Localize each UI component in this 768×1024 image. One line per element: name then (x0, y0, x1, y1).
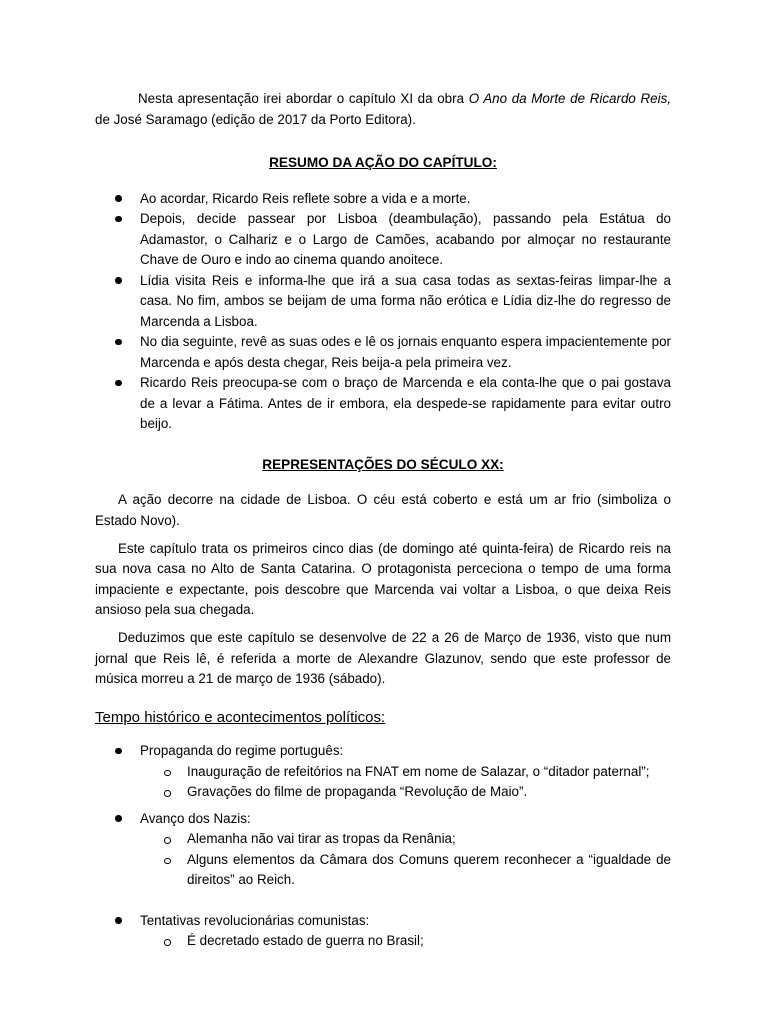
summary-item: Ricardo Reis preocupa-se com o braço de Marcenda e ela conta-lhe que o pai gostava de a levar a Fátima. Antes de ir embora, ela despede-se rapidamente para evitar outro beijo. (95, 373, 671, 435)
representations-heading: REPRESENTAÇÕES DO SÉCULO XX: (262, 456, 504, 472)
summary-item: Ao acordar, Ricardo Reis reflete sobre a vida e a morte. (95, 189, 671, 210)
historical-group (95, 911, 671, 952)
summary-item: No dia seguinte, revê as suas odes e lê os jornais enquanto espera impacientemente por Marcenda e após desta chegar, Reis beija-a pela primeira vez. (95, 332, 671, 373)
sub-item: É decretado estado de guerra no Brasil; (95, 931, 671, 952)
group-label: Tentativas revolucionárias comunistas: (140, 912, 370, 928)
representations-paragraph: A ação decorre na cidade de Lisboa. O céu está coberto e está um ar frio (simboliza o Estado Novo). (95, 492, 671, 528)
sub-item: Gravações do filme de propaganda “Revolução de Maio”. (95, 782, 671, 803)
intro-text-before: Nesta apresentação irei abordar o capítulo XI da obra (138, 91, 469, 106)
summary-item: Lídia visita Reis e informa-lhe que irá a sua casa todas as sextas-feiras limpar-lhe a casa. No fim, ambos se beijam de uma forma não erótica e Lídia diz-lhe do regresso de Marcenda a Lisboa. (95, 271, 671, 333)
summary-list (95, 189, 671, 435)
summary-item: Depois, decide passear por Lisboa (deambulação), passando pela Estátua do Adamastor, o Calhariz e o Largo de Camões, acabando por almoçar no restaurante Chave de Ouro e indo ao cinema quando anoitece. (95, 209, 671, 271)
historical-group (95, 809, 671, 891)
sub-item: Alemanha não vai tirar as tropas da Renânia; (95, 829, 671, 850)
group-sublist (140, 829, 671, 891)
book-title: O Ano da Morte de Ricardo Reis, (468, 91, 671, 106)
representations-paragraph: Deduzimos que este capítulo se desenvolve de 22 a 26 de Março de 1936, visto que num jornal que Reis lê, é referida a morte de Alexandre Glazunov, sendo que este professor de música morreu a 21 de março de 1936 (sábado). (95, 630, 671, 686)
sub-item: Inauguração de refeitórios na FNAT em nome de Salazar, o “ditador paternal”; (95, 762, 671, 783)
sub-item: Alguns elementos da Câmara dos Comuns querem reconhecer a “igualdade de direitos” ao Reich. (95, 850, 671, 891)
intro-paragraph (95, 89, 671, 130)
group-label: Propaganda do regime português: (140, 743, 344, 758)
summary-heading: RESUMO DA AÇÃO DO CAPÍTULO: (269, 155, 497, 170)
historical-list (95, 741, 671, 952)
intro-text-after: de José Saramago (edição de 2017 da Porto Editora). (95, 111, 416, 127)
group-sublist (140, 931, 671, 952)
group-label: Avanço dos Nazis: (140, 810, 251, 826)
historical-heading: Tempo histórico e acontecimentos políticos: (95, 708, 386, 726)
representations-paragraph: Este capítulo trata os primeiros cinco dias (de domingo até quinta-feira) de Ricardo reis na sua nova casa no Alto de Santa Catarina. O protagonista perceciona o tempo de uma forma impaciente e expectante, pois descobre que Marcenda vai voltar a Lisboa, o que deixa Reis ansioso pela sua chegada. (95, 540, 671, 617)
group-sublist (140, 762, 671, 803)
historical-group (95, 741, 671, 803)
